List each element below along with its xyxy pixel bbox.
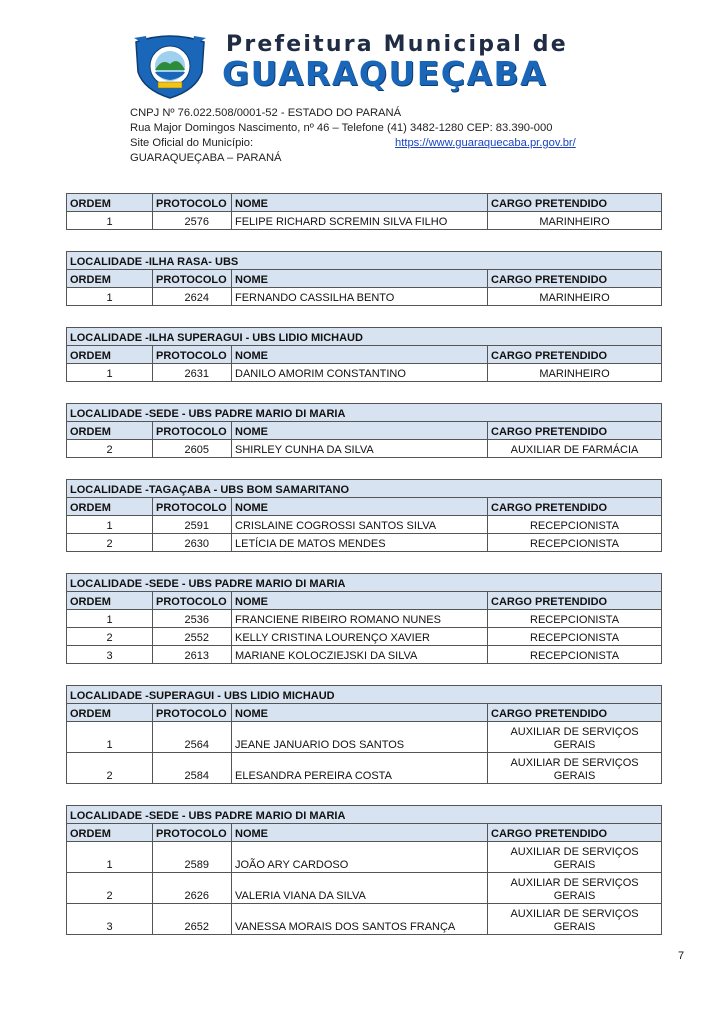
- candidates-table: [66, 479, 662, 552]
- location-title: LOCALIDADE -SEDE - UBS PADRE MARIO DI MARIA: [67, 574, 662, 592]
- column-header-row: [67, 422, 662, 440]
- table-row: [67, 753, 662, 784]
- ordem-column-header: ORDEM: [67, 498, 153, 516]
- ordem-column-header: ORDEM: [67, 704, 153, 722]
- nome-cell: KELLY CRISTINA LOURENÇO XAVIER: [232, 628, 488, 646]
- cargo-cell: RECEPCIONISTA: [488, 516, 662, 534]
- column-header-row: [67, 704, 662, 722]
- cargo-cell: AUXILIAR DE SERVIÇOS GERAIS: [488, 842, 662, 873]
- candidates-table: [66, 685, 662, 784]
- ordem-cell: 3: [67, 646, 153, 664]
- protocolo-column-header: PROTOCOLO: [153, 498, 232, 516]
- nome-cell: FERNANDO CASSILHA BENTO: [232, 288, 488, 306]
- table-row: [67, 904, 662, 935]
- column-header-row: [67, 346, 662, 364]
- location-header-row: [67, 686, 662, 704]
- cargo-cell: MARINHEIRO: [488, 364, 662, 382]
- ordem-cell: 2: [67, 753, 153, 784]
- site-line: [130, 136, 576, 151]
- protocolo-cell: 2631: [153, 364, 232, 382]
- cargo-cell: AUXILIAR DE FARMÁCIA: [488, 440, 662, 458]
- candidates-table: [66, 327, 662, 382]
- location-title: LOCALIDADE -SEDE - UBS PADRE MARIO DI MARIA: [67, 806, 662, 824]
- nome-column-header: NOME: [232, 270, 488, 288]
- cargo-column-header: CARGO PRETENDIDO: [488, 422, 662, 440]
- location-header-row: [67, 252, 662, 270]
- table-row: [67, 212, 662, 230]
- cargo-column-header: CARGO PRETENDIDO: [488, 704, 662, 722]
- letterhead-title-municipality: GUARAQUEÇABA: [222, 54, 548, 93]
- letterhead-title-line1: Prefeitura Municipal de: [226, 32, 568, 57]
- table-row: [67, 873, 662, 904]
- protocolo-cell: 2564: [153, 722, 232, 753]
- nome-column-header: NOME: [232, 824, 488, 842]
- cargo-cell: RECEPCIONISTA: [488, 628, 662, 646]
- ordem-cell: 1: [67, 610, 153, 628]
- nome-column-header: NOME: [232, 346, 488, 364]
- table-row: [67, 842, 662, 873]
- column-header-row: [67, 270, 662, 288]
- location-section: [66, 685, 661, 784]
- candidates-table: [66, 805, 662, 935]
- protocolo-cell: 2630: [153, 534, 232, 552]
- nome-column-header: NOME: [232, 592, 488, 610]
- nome-cell: ELESANDRA PEREIRA COSTA: [232, 753, 488, 784]
- protocolo-cell: 2589: [153, 842, 232, 873]
- ordem-column-header: ORDEM: [67, 422, 153, 440]
- ordem-cell: 3: [67, 904, 153, 935]
- protocolo-cell: 2584: [153, 753, 232, 784]
- location-header-row: [67, 328, 662, 346]
- protocolo-column-header: PROTOCOLO: [153, 704, 232, 722]
- protocolo-column-header: PROTOCOLO: [153, 422, 232, 440]
- cargo-column-header: CARGO PRETENDIDO: [488, 824, 662, 842]
- protocolo-cell: 2576: [153, 212, 232, 230]
- protocolo-cell: 2536: [153, 610, 232, 628]
- table-row: [67, 364, 662, 382]
- ordem-cell: 1: [67, 722, 153, 753]
- nome-cell: SHIRLEY CUNHA DA SILVA: [232, 440, 488, 458]
- candidate-tables: [66, 193, 661, 956]
- municipal-coat-of-arms-icon: [130, 32, 210, 100]
- location-section: [66, 805, 661, 935]
- ordem-cell: 1: [67, 288, 153, 306]
- nome-cell: JOÃO ARY CARDOSO: [232, 842, 488, 873]
- location-title: LOCALIDADE -ILHA SUPERAGUI - UBS LIDIO MICHAUD: [67, 328, 662, 346]
- location-title: LOCALIDADE -SEDE - UBS PADRE MARIO DI MARIA: [67, 404, 662, 422]
- protocolo-column-header: PROTOCOLO: [153, 194, 232, 212]
- protocolo-cell: 2624: [153, 288, 232, 306]
- location-section: [66, 327, 661, 382]
- cargo-cell: MARINHEIRO: [488, 288, 662, 306]
- cargo-column-header: CARGO PRETENDIDO: [488, 498, 662, 516]
- nome-column-header: NOME: [232, 498, 488, 516]
- location-header-row: [67, 480, 662, 498]
- candidates-table: [66, 193, 662, 230]
- location-section: [66, 193, 661, 230]
- cargo-cell: AUXILIAR DE SERVIÇOS GERAIS: [488, 722, 662, 753]
- nome-column-header: NOME: [232, 422, 488, 440]
- ordem-cell: 2: [67, 440, 153, 458]
- city-line: GUARAQUEÇABA – PARANÁ: [130, 152, 282, 164]
- protocolo-cell: 2613: [153, 646, 232, 664]
- contact-block: [130, 106, 576, 166]
- protocolo-cell: 2605: [153, 440, 232, 458]
- ordem-column-header: ORDEM: [67, 270, 153, 288]
- ordem-cell: 1: [67, 842, 153, 873]
- protocolo-cell: 2552: [153, 628, 232, 646]
- location-header-row: [67, 574, 662, 592]
- cargo-cell: RECEPCIONISTA: [488, 610, 662, 628]
- ordem-column-header: ORDEM: [67, 346, 153, 364]
- location-header-row: [67, 404, 662, 422]
- ordem-cell: 2: [67, 628, 153, 646]
- nome-cell: CRISLAINE COGROSSI SANTOS SILVA: [232, 516, 488, 534]
- location-title: LOCALIDADE -TAGAÇABA - UBS BOM SAMARITANO: [67, 480, 662, 498]
- protocolo-column-header: PROTOCOLO: [153, 592, 232, 610]
- location-section: [66, 573, 661, 664]
- ordem-column-header: ORDEM: [67, 824, 153, 842]
- location-title: LOCALIDADE -SUPERAGUI - UBS LIDIO MICHAUD: [67, 686, 662, 704]
- cargo-cell: AUXILIAR DE SERVIÇOS GERAIS: [488, 904, 662, 935]
- table-row: [67, 610, 662, 628]
- nome-cell: VANESSA MORAIS DOS SANTOS FRANÇA: [232, 904, 488, 935]
- table-row: [67, 288, 662, 306]
- candidates-table: [66, 403, 662, 458]
- page-number: 7: [678, 950, 685, 962]
- nome-cell: FRANCIENE RIBEIRO ROMANO NUNES: [232, 610, 488, 628]
- table-row: [67, 628, 662, 646]
- protocolo-cell: 2626: [153, 873, 232, 904]
- cnpj-line: CNPJ Nº 76.022.508/0001-52 - ESTADO DO PARANÁ: [130, 107, 402, 119]
- column-header-row: [67, 824, 662, 842]
- table-row: [67, 646, 662, 664]
- nome-cell: VALERIA VIANA DA SILVA: [232, 873, 488, 904]
- nome-cell: FELIPE RICHARD SCREMIN SILVA FILHO: [232, 212, 488, 230]
- site-label: Site Oficial do Município:: [130, 137, 254, 149]
- letterhead: [130, 30, 670, 93]
- ordem-cell: 2: [67, 534, 153, 552]
- protocolo-column-header: PROTOCOLO: [153, 824, 232, 842]
- cargo-cell: MARINHEIRO: [488, 212, 662, 230]
- column-header-row: [67, 194, 662, 212]
- protocolo-column-header: PROTOCOLO: [153, 346, 232, 364]
- column-header-row: [67, 592, 662, 610]
- nome-cell: MARIANE KOLOCZIEJSKI DA SILVA: [232, 646, 488, 664]
- location-header-row: [67, 806, 662, 824]
- ordem-column-header: ORDEM: [67, 592, 153, 610]
- ordem-cell: 1: [67, 364, 153, 382]
- table-row: [67, 534, 662, 552]
- cargo-column-header: CARGO PRETENDIDO: [488, 270, 662, 288]
- cargo-cell: AUXILIAR DE SERVIÇOS GERAIS: [488, 873, 662, 904]
- location-section: [66, 251, 661, 306]
- nome-cell: DANILO AMORIM CONSTANTINO: [232, 364, 488, 382]
- location-title: LOCALIDADE -ILHA RASA- UBS: [67, 252, 662, 270]
- protocolo-cell: 2591: [153, 516, 232, 534]
- location-section: [66, 403, 661, 458]
- site-link[interactable]: https://www.guaraquecaba.pr.gov.br/: [395, 137, 576, 149]
- cargo-cell: RECEPCIONISTA: [488, 534, 662, 552]
- protocolo-cell: 2652: [153, 904, 232, 935]
- candidates-table: [66, 573, 662, 664]
- cargo-cell: AUXILIAR DE SERVIÇOS GERAIS: [488, 753, 662, 784]
- ordem-cell: 2: [67, 873, 153, 904]
- cargo-cell: RECEPCIONISTA: [488, 646, 662, 664]
- protocolo-column-header: PROTOCOLO: [153, 270, 232, 288]
- nome-column-header: NOME: [232, 194, 488, 212]
- column-header-row: [67, 498, 662, 516]
- nome-column-header: NOME: [232, 704, 488, 722]
- cargo-column-header: CARGO PRETENDIDO: [488, 194, 662, 212]
- cargo-column-header: CARGO PRETENDIDO: [488, 346, 662, 364]
- candidates-table: [66, 251, 662, 306]
- ordem-cell: 1: [67, 516, 153, 534]
- table-row: [67, 516, 662, 534]
- location-section: [66, 479, 661, 552]
- table-row: [67, 722, 662, 753]
- table-row: [67, 440, 662, 458]
- address-line: Rua Major Domingos Nascimento, nº 46 – Telefone (41) 3482-1280 CEP: 83.390-000: [130, 122, 553, 134]
- nome-cell: LETÍCIA DE MATOS MENDES: [232, 534, 488, 552]
- cargo-column-header: CARGO PRETENDIDO: [488, 592, 662, 610]
- ordem-column-header: ORDEM: [67, 194, 153, 212]
- nome-cell: JEANE JANUARIO DOS SANTOS: [232, 722, 488, 753]
- ordem-cell: 1: [67, 212, 153, 230]
